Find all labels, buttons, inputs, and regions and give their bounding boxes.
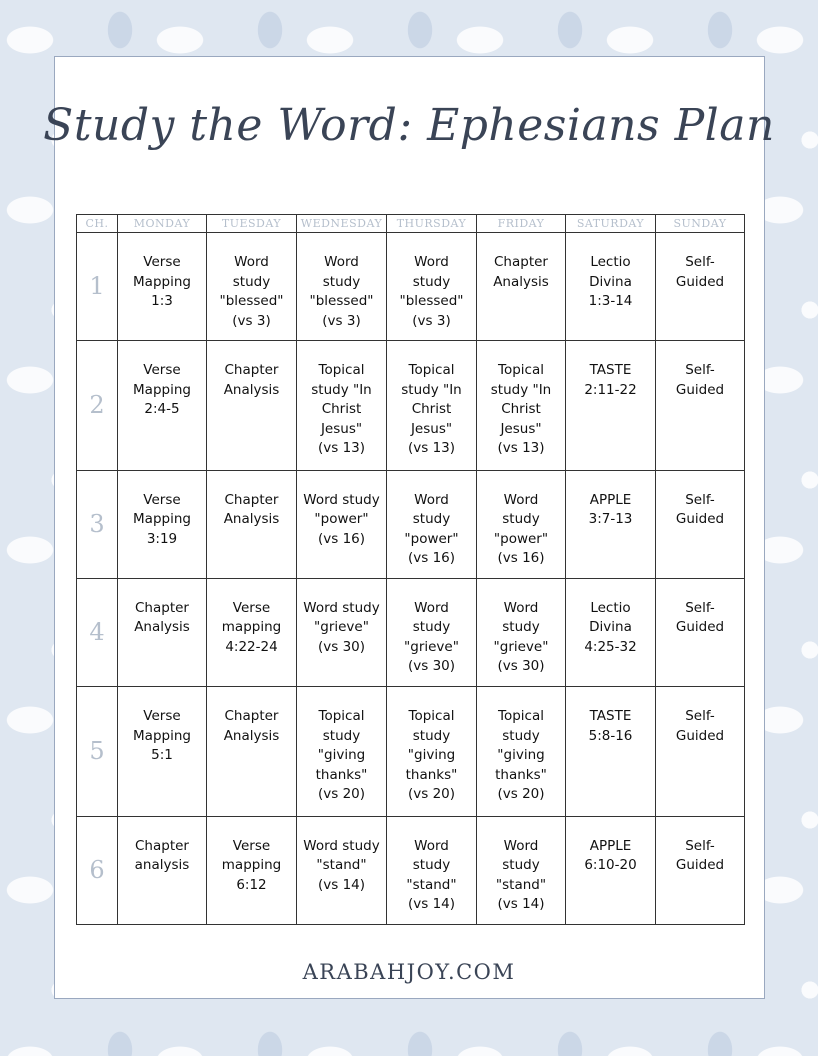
table-cell: Verse Mapping 1:3 <box>118 233 207 341</box>
table-cell: Word study "power" (vs 16) <box>387 470 477 578</box>
table-cell: Chapter Analysis <box>207 470 297 578</box>
table-header-row <box>77 215 745 233</box>
table-cell: TASTE 5:8-16 <box>566 687 656 817</box>
chapter-number: 6 <box>77 816 118 924</box>
table-cell: Topical study "In Christ Jesus" (vs 13) <box>477 341 566 471</box>
table-cell: Verse Mapping 3:19 <box>118 470 207 578</box>
header-sunday: SUNDAY <box>656 215 745 233</box>
footer-website-text[interactable]: ARABAHJOY.COM <box>297 958 522 986</box>
table-cell: TASTE 2:11-22 <box>566 341 656 471</box>
table-cell: APPLE 3:7-13 <box>566 470 656 578</box>
table-cell: Verse mapping 4:22-24 <box>207 578 297 686</box>
table-cell: Chapter Analysis <box>207 341 297 471</box>
table-cell: Self- Guided <box>656 341 745 471</box>
table-cell: Word study "blessed" (vs 3) <box>387 233 477 341</box>
table-row <box>77 470 745 578</box>
header-monday: MONDAY <box>118 215 207 233</box>
table-cell: Topical study "In Christ Jesus" (vs 13) <box>297 341 387 471</box>
header-saturday: SATURDAY <box>566 215 656 233</box>
table-cell: Word study "blessed" (vs 3) <box>297 233 387 341</box>
table-cell: Topical study "giving thanks" (vs 20) <box>477 687 566 817</box>
table-cell: Topical study "In Christ Jesus" (vs 13) <box>387 341 477 471</box>
table-cell: Lectio Divina 1:3-14 <box>566 233 656 341</box>
header-ch: CH. <box>77 215 118 233</box>
header-friday: FRIDAY <box>477 215 566 233</box>
table-cell: Word study "grieve" (vs 30) <box>387 578 477 686</box>
table-cell: Word study "grieve" (vs 30) <box>297 578 387 686</box>
page-title: Study the Word: Ephesians Plan <box>43 100 775 151</box>
table-cell: Chapter Analysis <box>207 687 297 817</box>
table-cell: Chapter Analysis <box>118 578 207 686</box>
footer-website <box>0 960 818 984</box>
table-row <box>77 816 745 924</box>
table-cell: Topical study "giving thanks" (vs 20) <box>297 687 387 817</box>
table-cell: Word study "stand" (vs 14) <box>297 816 387 924</box>
table-cell: Lectio Divina 4:25-32 <box>566 578 656 686</box>
header-thursday: THURSDAY <box>387 215 477 233</box>
chapter-number: 5 <box>77 687 118 817</box>
table-cell: Word study "stand" (vs 14) <box>387 816 477 924</box>
table-cell: Chapter Analysis <box>477 233 566 341</box>
table-cell: Self- Guided <box>656 816 745 924</box>
table-cell: Chapter analysis <box>118 816 207 924</box>
table-cell: Self- Guided <box>656 687 745 817</box>
header-wednesday: WEDNESDAY <box>297 215 387 233</box>
table-cell: APPLE 6:10-20 <box>566 816 656 924</box>
table-row <box>77 578 745 686</box>
study-plan-table <box>76 214 745 925</box>
chapter-number: 2 <box>77 341 118 471</box>
table-cell: Verse Mapping 2:4-5 <box>118 341 207 471</box>
table-cell: Word study "stand" (vs 14) <box>477 816 566 924</box>
table-cell: Verse mapping 6:12 <box>207 816 297 924</box>
table-cell: Word study "grieve" (vs 30) <box>477 578 566 686</box>
table-cell: Word study "power" (vs 16) <box>477 470 566 578</box>
table-cell: Self- Guided <box>656 233 745 341</box>
table-row <box>77 341 745 471</box>
table-cell: Self- Guided <box>656 470 745 578</box>
chapter-number: 4 <box>77 578 118 686</box>
table-cell: Word study "blessed" (vs 3) <box>207 233 297 341</box>
header-tuesday: TUESDAY <box>207 215 297 233</box>
table-cell: Verse Mapping 5:1 <box>118 687 207 817</box>
chapter-number: 1 <box>77 233 118 341</box>
table-row <box>77 233 745 341</box>
chapter-number: 3 <box>77 470 118 578</box>
table-cell: Word study "power" (vs 16) <box>297 470 387 578</box>
table-row <box>77 687 745 817</box>
table-cell: Self- Guided <box>656 578 745 686</box>
table-cell: Topical study "giving thanks" (vs 20) <box>387 687 477 817</box>
